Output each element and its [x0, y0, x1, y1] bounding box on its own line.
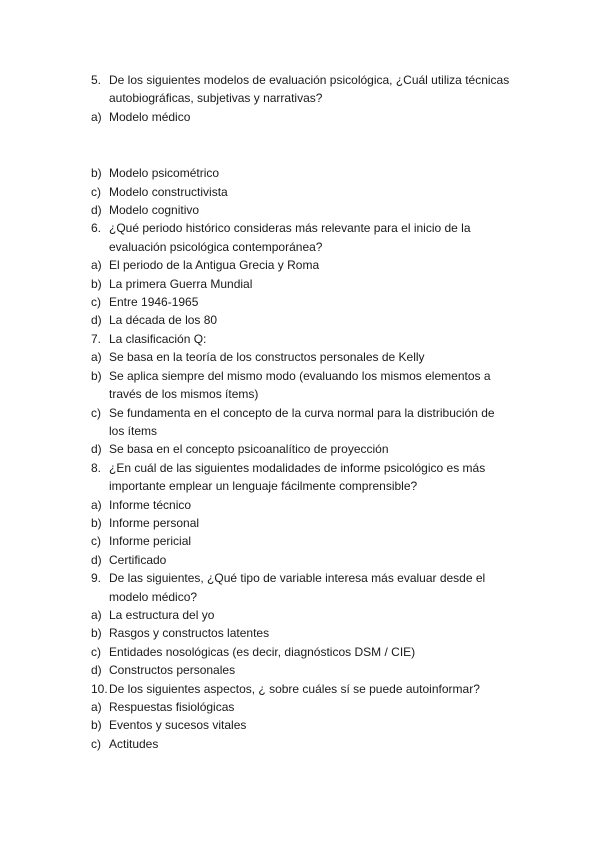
- question-number: 6.: [91, 221, 102, 236]
- blank-space: [91, 126, 511, 164]
- question-block-rest: [91, 164, 511, 753]
- answer-option: [91, 532, 511, 550]
- option-letter: c): [91, 405, 101, 420]
- question-text: ¿En cuál de las siguientes modalidades de informe psicológico es más importante emplear un lenguaje fácilmente comprensible?: [109, 460, 486, 494]
- answer-option: [91, 716, 511, 734]
- option-text: Certificado: [109, 552, 167, 567]
- question-list: [91, 71, 511, 753]
- option-text: Modelo médico: [109, 109, 191, 124]
- answer-option: [91, 624, 511, 642]
- option-letter: b): [91, 515, 102, 530]
- option-text: Se basa en la teoría de los constructos personales de Kelly: [109, 350, 425, 365]
- option-letter: d): [91, 552, 102, 567]
- option-text: La primera Guerra Mundial: [109, 276, 253, 291]
- answer-option: [91, 496, 511, 514]
- option-text: Informe personal: [109, 515, 200, 530]
- answer-option: [91, 293, 511, 311]
- answer-option: [91, 661, 511, 679]
- answer-option: [91, 183, 511, 201]
- option-letter: a): [91, 607, 102, 622]
- answer-option: [91, 348, 511, 366]
- option-text: Se aplica siempre del mismo modo (evaluando los mismos elementos a través de los mismos ítems): [109, 368, 491, 402]
- answer-option: [91, 698, 511, 716]
- answer-option: [91, 551, 511, 569]
- option-text: Modelo cognitivo: [109, 203, 200, 218]
- option-text: Informe técnico: [109, 497, 192, 512]
- question-text: De las siguientes, ¿Qué tipo de variable interesa más evaluar desde el modelo médico?: [109, 571, 486, 604]
- option-letter: d): [91, 203, 102, 218]
- option-letter: a): [91, 258, 102, 273]
- answer-option: [91, 643, 511, 661]
- question-item: [91, 219, 511, 256]
- option-text: Informe pericial: [109, 534, 192, 549]
- question-text: ¿Qué periodo histórico consideras más relevante para el inicio de la evaluación psicológica contemporánea?: [109, 221, 471, 254]
- option-letter: a): [91, 350, 102, 365]
- answer-option: [91, 108, 511, 126]
- question-item: [91, 459, 511, 496]
- question-number: 9.: [91, 571, 102, 586]
- option-text: Constructos personales: [109, 663, 236, 678]
- answer-option: [91, 606, 511, 624]
- option-text: Se basa en el concepto psicoanalítico de proyección: [109, 442, 389, 457]
- question-text: De los siguientes modelos de evaluación psicológica, ¿Cuál utiliza técnicas autobiográficas, subjetivas y narrativas?: [109, 73, 510, 106]
- option-letter: c): [91, 295, 101, 310]
- option-text: Modelo constructivista: [109, 184, 228, 199]
- question-number: 8.: [91, 460, 102, 475]
- option-text: Se fundamenta en el concepto de la curva normal para la distribución de los ítems: [109, 405, 495, 438]
- answer-option: [91, 201, 511, 219]
- question-text: La clasificación Q:: [109, 331, 207, 346]
- option-text: El periodo de la Antigua Grecia y Roma: [109, 258, 320, 273]
- option-text: Entre 1946-1965: [109, 295, 199, 310]
- option-letter: b): [91, 166, 102, 181]
- option-letter: c): [91, 184, 101, 199]
- answer-option: [91, 311, 511, 329]
- option-text: Modelo psicométrico: [109, 166, 220, 181]
- option-letter: d): [91, 663, 102, 678]
- question-item: [91, 71, 511, 108]
- option-text: La década de los 80: [109, 313, 218, 328]
- answer-option: [91, 735, 511, 753]
- answer-option: [91, 404, 511, 441]
- question-item: [91, 569, 511, 606]
- option-text: Entidades nosológicas (es decir, diagnósticos DSM / CIE): [109, 644, 416, 659]
- answer-option: [91, 367, 511, 404]
- option-letter: c): [91, 534, 101, 549]
- option-text: Eventos y sucesos vitales: [109, 718, 247, 733]
- answer-option: [91, 440, 511, 458]
- option-letter: c): [91, 736, 101, 751]
- option-text: Rasgos y constructos latentes: [109, 626, 270, 641]
- option-letter: c): [91, 644, 101, 659]
- option-text: La estructura del yo: [109, 607, 215, 622]
- question-number: 5.: [91, 73, 102, 87]
- question-text: De los siguientes aspectos, ¿ sobre cuáles sí se puede autoinformar?: [109, 681, 480, 696]
- option-letter: b): [91, 368, 102, 383]
- option-letter: b): [91, 718, 102, 733]
- option-letter: b): [91, 276, 102, 291]
- option-letter: a): [91, 109, 102, 124]
- answer-option: [91, 256, 511, 274]
- question-number: 10.: [91, 681, 108, 696]
- question-item: [91, 680, 511, 698]
- option-letter: b): [91, 626, 102, 641]
- option-letter: a): [91, 700, 102, 714]
- answer-option: [91, 164, 511, 182]
- question-block-first: [91, 71, 511, 126]
- answer-option: [91, 514, 511, 532]
- option-letter: a): [91, 497, 102, 512]
- option-letter: d): [91, 313, 102, 328]
- answer-option: [91, 275, 511, 293]
- option-text: Actitudes: [109, 736, 159, 751]
- question-item: [91, 330, 511, 348]
- option-letter: d): [91, 442, 102, 457]
- question-number: 7.: [91, 331, 102, 346]
- option-text: Respuestas fisiológicas: [109, 700, 235, 714]
